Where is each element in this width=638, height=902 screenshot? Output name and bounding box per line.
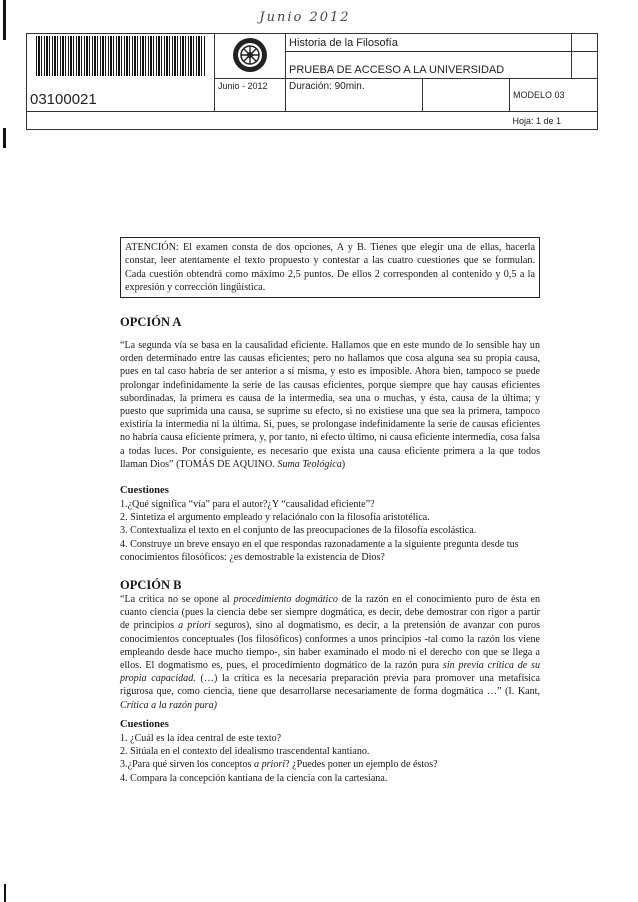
option-b-text — [120, 593, 540, 712]
option-a-title: OPCIÓN A — [120, 315, 182, 329]
text-emphasis: sin previa crítica de su propia capacidad. — [120, 660, 540, 685]
text-emphasis: procedimiento dogmático — [233, 594, 338, 605]
text-emphasis: a priori — [178, 620, 211, 632]
option-a-questions — [120, 498, 540, 564]
page-label: Hoja: 1 de 1 — [510, 112, 598, 130]
option-b-questions-title: Cuestiones — [120, 719, 169, 730]
question-item: 4. Construye un breve ensayo en el que respondas razonadamente a la siguiente pregunta desde tus conocimientos filosóficos: ¿es demostrable la existencia de Dios? — [120, 538, 519, 563]
session-label: Junio - 2012 — [215, 79, 286, 112]
question-item: 4. Compara la concepción kantiana de la ciencia con la cartesiana. — [120, 772, 388, 784]
option-b-title: OPCIÓN B — [120, 578, 182, 592]
barcode-cell — [27, 34, 215, 79]
option-a-questions-title: Cuestiones — [120, 485, 169, 496]
option-a-text — [120, 339, 540, 471]
question-item: 2. Sitúala en el contexto del idealismo trascendental kantiano. — [120, 746, 370, 758]
text-part: “La crítica no se opone al — [120, 594, 230, 605]
question-item — [120, 758, 540, 771]
empty-cell — [423, 79, 510, 112]
question-part: 3.¿Para qué sirven los conceptos — [120, 759, 252, 771]
option-a-source-close: ) — [341, 458, 346, 470]
empty-cell — [572, 34, 598, 52]
question-item: 2. Sintetiza el argumento empleado y relaciónalo con la filosofía aristotélica. — [120, 512, 430, 524]
subject-title: Historia de la Filosofía — [286, 34, 572, 52]
exam-header — [26, 33, 598, 130]
question-item: 1. ¿Cuál es la idea central de este texto? — [120, 733, 282, 744]
text-part: de la razón en el conocimiento puro de ésta en cuanto ciencia (pues la ciencia debe ser siempre dogmática, es decir, debe demostrar con rigor a partir de principios — [120, 594, 541, 632]
exam-instructions: ATENCIÓN: El examen consta de dos opciones, A y B. Tienes que elegir una de ellas, hacerla constar, leer atentamente el texto propuesto y contestar a las cuatro cuestiones que se formulan. Cada cuestión obtendrá como máximo 2,5 puntos. De ellos 2 corresponden al contenido y 0,5 a la expresión y corrección lingüística. — [120, 237, 540, 298]
scan-margin-mark — [3, 0, 6, 40]
question-part: ? ¿Puedes poner un ejemplo de éstos? — [285, 759, 438, 771]
question-emphasis: a priori — [254, 759, 286, 771]
option-a-source: Suma Teológica — [277, 458, 342, 470]
handwritten-note: Junio 2012 — [259, 10, 351, 25]
text-part: seguros), sino al dogmatismo, es decir, a la pretensión de avanzar con puros conocimientos conceptuales (los filosóficos) conformes a unos principios -tal como la razón los viene empleando desde hace mucho tiempo-, sin haber examinado el modo ni el derecho con que se llega a ellos. El dogmatismo es, pues, el procedimiento dogmático de la razón pura — [120, 620, 541, 672]
empty-cell — [572, 52, 598, 79]
exam-code: 03100021 — [27, 79, 215, 112]
text-part: (…) la crítica es la necesaria preparación previa para promover una metafísica rigurosa que, como ciencia, tiene que desarrollarse necesariamente de forma dogmática …” (I. Kant, — [120, 673, 540, 698]
barcode — [36, 36, 205, 76]
model-label: MODELO 03 — [510, 79, 598, 112]
scan-margin-mark — [3, 128, 6, 148]
text-emphasis: Crítica a la razón pura) — [120, 699, 218, 711]
option-a-quote: “La segunda vía se basa en la causalidad eficiente. Hallamos que en este mundo de lo sensible hay un orden determinado entre las causas eficientes; pero no hallamos que cosa alguna sea su propia causa, pues en tal caso habría de ser anterior a sí misma, y esto es imposible. Ahora bien, tampoco se puede prolongar indefinidamente la serie de las causas eficientes, porque siempre que hay causas eficientes subordinadas, la primera es causa de la intermedia, sea una o muchas, y ésta, causa de la última; y puesto que suprimida una causa, se suprime su efecto, si no existiese una que sea la primera, tampoco existiría la intermedia ni la última. Si, pues, se prolongase indefinidamente la serie de causas eficientes no habría causa eficiente primera, y, por tanto, ni efecto último, ni causa eficiente intermedia, cosa falsa a todas luces. Por consiguiente, es necesario que exista una causa eficiente primera a la que todos llaman Dios” (TOMÁS DE AQUINO. — [120, 340, 540, 470]
exam-title: PRUEBA DE ACCESO A LA UNIVERSIDAD — [286, 52, 572, 79]
logo-cell — [215, 34, 286, 79]
question-item: 1.¿Qué significa “vía” para el autor?¿Y “causalidad eficiente”? — [120, 499, 375, 510]
duration-label: Duración: 90min. — [286, 79, 423, 112]
question-item: 3. Contextualiza el texto en el conjunto de las preocupaciones de la filosofía escolástica. — [120, 525, 477, 537]
university-seal-icon — [232, 37, 268, 73]
option-b-questions — [120, 732, 540, 785]
scan-margin-mark — [4, 884, 6, 902]
empty-cell — [27, 112, 510, 130]
